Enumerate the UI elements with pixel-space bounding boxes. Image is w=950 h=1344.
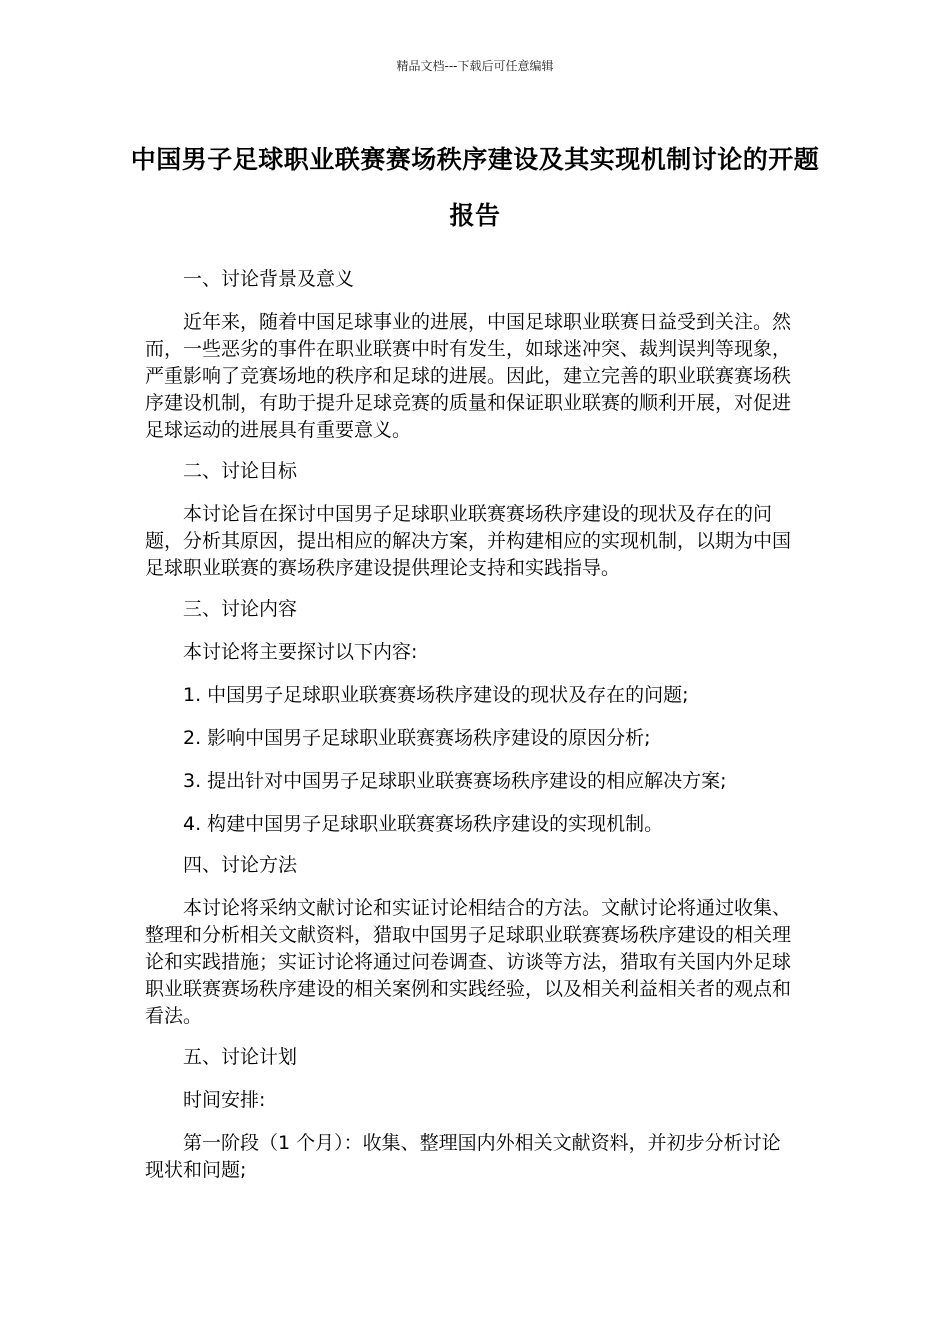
section-heading-methods: 四、讨论方法 <box>183 854 298 876</box>
list-item: 2. 影响中国男子足球职业联赛赛场秩序建设的原因分析; <box>183 727 651 749</box>
section-heading-content: 三、讨论内容 <box>183 598 298 620</box>
section-heading-background: 一、讨论背景及意义 <box>183 268 355 290</box>
plan-time-label: 时间安排: <box>183 1089 266 1111</box>
list-item: 3. 提出针对中国男子足球职业联赛赛场秩序建设的相应解决方案; <box>183 770 727 792</box>
section-heading-objectives: 二、讨论目标 <box>183 460 298 482</box>
section-body-methods: 本讨论将采纳文献讨论和实证讨论相结合的方法。文献讨论将通过收集、整理和分析相关文献资料，猎取中国男子足球职业联赛赛场秩序建设的相关理论和实践措施；实证讨论将通过问卷调查、访谈等方法，猎取有关国内外足球职业联赛赛场秩序建设的相关案例和实践经验，以及相关利益相关者的观点和看法。 <box>145 897 792 1027</box>
list-item: 1. 中国男子足球职业联赛赛场秩序建设的现状及存在的问题; <box>183 684 689 706</box>
plan-stage-1: 第一阶段（1 个月）：收集、整理国内外相关文献资料，并初步分析讨论现状和问题; <box>145 1132 781 1181</box>
section-heading-plan: 五、讨论计划 <box>183 1046 298 1068</box>
document-title: 中国男子足球职业联赛赛场秩序建设及其实现机制讨论的开题报告 <box>130 145 820 230</box>
header-note: 精品文档---下载后可任意编辑 <box>396 59 554 73</box>
list-item: 4. 构建中国男子足球职业联赛赛场秩序建设的实现机制。 <box>183 813 664 835</box>
section-body-objectives: 本讨论旨在探讨中国男子足球职业联赛赛场秩序建设的现状及存在的问题，分析其原因，提出相应的解决方案，并构建相应的实现机制，以期为中国足球职业联赛的赛场秩序建设提供理论支持和实践指导。 <box>145 503 792 579</box>
section-body-background: 近年来，随着中国足球事业的进展，中国足球职业联赛日益受到关注。然而，一些恶劣的事件在职业联赛中时有发生，如球迷冲突、裁判误判等现象，严重影响了竞赛场地的秩序和足球的进展。因此，建立完善的职业联赛赛场秩序建设机制，有助于提升足球竞赛的质量和保证职业联赛的顺利开展，对促进足球运动的进展具有重要意义。 <box>145 311 792 441</box>
document-body <box>145 266 793 1184</box>
section-intro-content: 本讨论将主要探讨以下内容: <box>183 641 418 663</box>
